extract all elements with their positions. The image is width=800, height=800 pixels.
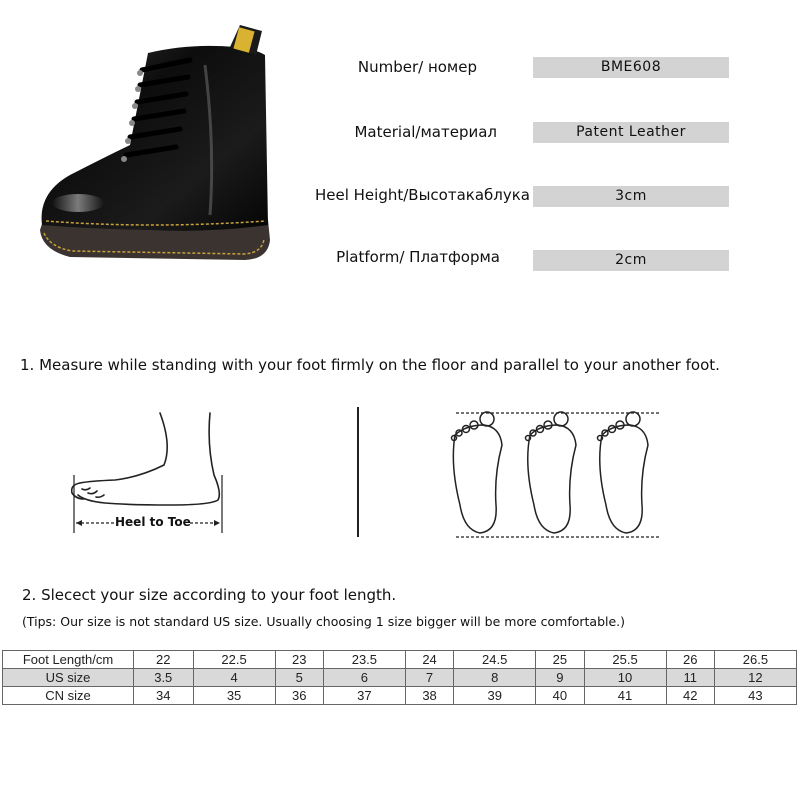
size-tips: (Tips: Our size is not standard US size. Usually choosing 1 size bigger will be more comfortable.) — [22, 614, 626, 629]
spec-label-platform: Platform/ Платформа — [336, 248, 500, 266]
size-table-cell: 26 — [666, 651, 714, 669]
size-table-cell: 8 — [454, 669, 536, 687]
size-table-cell: 35 — [193, 687, 275, 705]
size-table-cell: 34 — [134, 687, 194, 705]
heel-to-toe-label: Heel to Toe — [115, 515, 191, 529]
illustration-divider — [357, 407, 359, 537]
size-table-cell: 37 — [323, 687, 405, 705]
size-table-cell: 22 — [134, 651, 194, 669]
size-table-cell: 25 — [536, 651, 584, 669]
size-table-cell: 10 — [584, 669, 666, 687]
spec-label-material: Material/материал — [354, 123, 497, 141]
size-table-cell: 9 — [536, 669, 584, 687]
size-table-cell: 39 — [454, 687, 536, 705]
size-table-row — [3, 687, 797, 705]
size-table-row — [3, 651, 797, 669]
size-chart-table — [2, 650, 797, 705]
size-table-cell: 42 — [666, 687, 714, 705]
size-table-cell: 40 — [536, 687, 584, 705]
foot-top-view-illustration — [440, 405, 670, 545]
size-table-cell: 36 — [275, 687, 323, 705]
size-table-row-header: CN size — [3, 687, 134, 705]
spec-value-platform: 2cm — [533, 250, 729, 271]
size-table-cell: 7 — [405, 669, 453, 687]
size-table-cell: 12 — [714, 669, 796, 687]
size-table-row — [3, 669, 797, 687]
spec-value-material: Patent Leather — [533, 122, 729, 143]
select-size-instruction: 2. Slecect your size according to your foot length. — [22, 586, 397, 604]
size-table-cell: 11 — [666, 669, 714, 687]
size-table-cell: 23 — [275, 651, 323, 669]
size-table-cell: 3.5 — [134, 669, 194, 687]
size-table-cell: 24.5 — [454, 651, 536, 669]
spec-value-number: BME608 — [533, 57, 729, 78]
size-table-cell: 38 — [405, 687, 453, 705]
size-table-cell: 6 — [323, 669, 405, 687]
spec-value-heel-height: 3cm — [533, 186, 729, 207]
size-table-cell: 4 — [193, 669, 275, 687]
size-table-cell: 25.5 — [584, 651, 666, 669]
size-table-cell: 41 — [584, 687, 666, 705]
size-table-cell: 43 — [714, 687, 796, 705]
spec-label-number: Number/ номер — [357, 58, 477, 76]
size-table-row-header: Foot Length/cm — [3, 651, 134, 669]
measure-instruction: 1. Measure while standing with your foot firmly on the floor and parallel to your another foot. — [20, 356, 720, 374]
spec-label-heel-height: Heel Height/Высотакаблука — [314, 186, 530, 204]
size-table-cell: 24 — [405, 651, 453, 669]
boot-product-image — [30, 25, 280, 275]
size-table-cell: 26.5 — [714, 651, 796, 669]
size-table-cell: 22.5 — [193, 651, 275, 669]
size-chart-body — [3, 651, 797, 705]
size-table-cell: 5 — [275, 669, 323, 687]
size-table-row-header: US size — [3, 669, 134, 687]
size-table-cell: 23.5 — [323, 651, 405, 669]
